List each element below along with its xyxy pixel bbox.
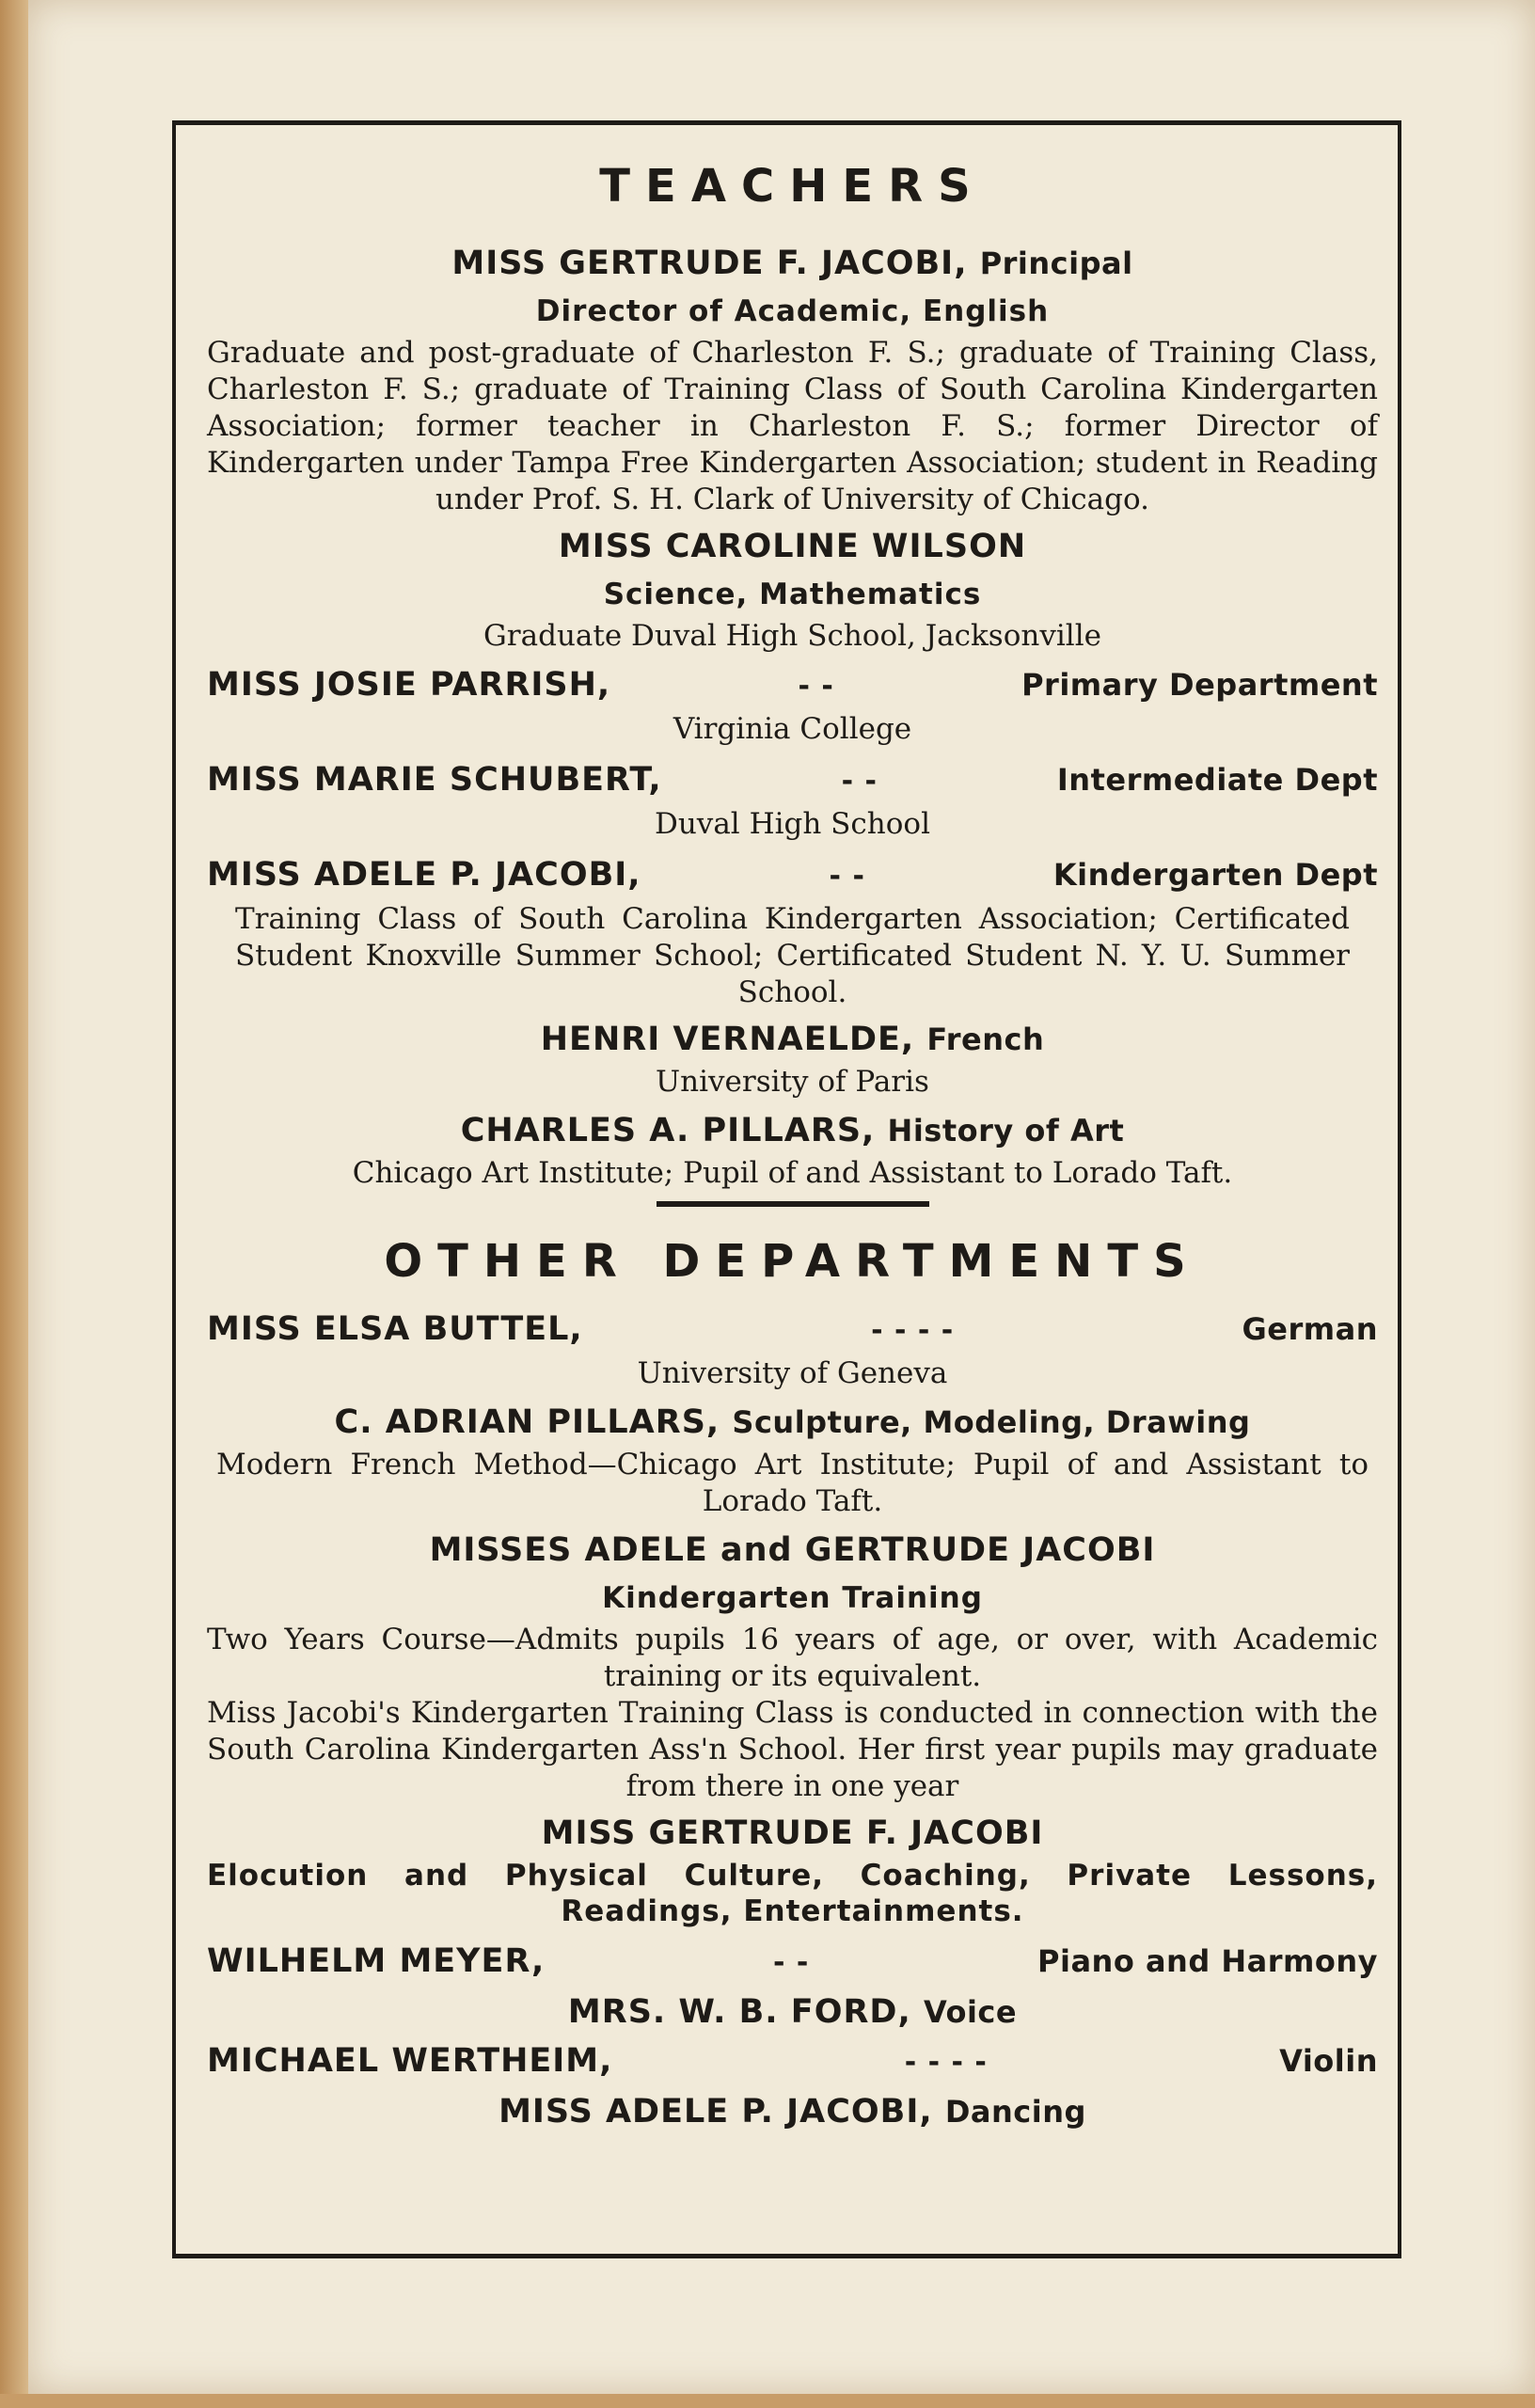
teacher-entry-description: Graduate Duval High School, Jacksonville <box>483 619 1101 653</box>
teacher-entry-name: MISS CAROLINE WILSON <box>558 528 1027 565</box>
teacher-entry-description: Duval High School <box>654 807 930 841</box>
page-bottom-edge <box>0 2394 1535 2408</box>
department-entry-row: MICHAEL WERTHEIM, - - - - Violin <box>207 2042 1378 2080</box>
department-entry-name: C. ADRIAN PILLARS, Sculpture, Modeling, Drawing <box>334 1403 1251 1441</box>
teacher-entry-subject: Science, Mathematics <box>603 578 982 611</box>
teacher-entry-row: MISS ADELE P. JACOBI, - - Kindergarten Dept <box>207 856 1378 894</box>
department-entry-description: Modern French Method—Chicago Art Institute; Pupil of and Assistant to Lorado Taft. <box>216 1448 1369 1518</box>
department-entry-row: MISS ELSA BUTTEL, - - - - German <box>207 1310 1378 1348</box>
department-entry-description: Miss Jacobi's Kindergarten Training Class is conducted in connection with the South Carolina Kindergarten Ass'n School. Her first year pupils may graduate from there in one year <box>207 1696 1378 1803</box>
teacher-entry-description: Training Class of South Carolina Kindergarten Association; Certificated Student Knoxville Summer School; Certificated Student N. Y. U. Summer School. <box>235 902 1350 1009</box>
page-edge <box>0 0 28 2408</box>
other-departments-heading: OTHER DEPARTMENTS <box>384 1235 1201 1288</box>
teacher-entry-row: MISS JOSIE PARRISH, - - Primary Department <box>207 666 1378 704</box>
department-entry-row: WILHELM MEYER, - - Piano and Harmony <box>207 1942 1378 1980</box>
department-entry-description: Two Years Course—Admits pupils 16 years of age, or over, with Academic training or its equivalent. <box>207 1623 1378 1693</box>
teacher-entry-row: MISS MARIE SCHUBERT, - - Intermediate Dept <box>207 761 1378 799</box>
department-entry-subject: Kindergarten Training <box>602 1581 983 1615</box>
department-entry-name: MISS ADELE P. JACOBI, Dancing <box>498 2093 1086 2131</box>
teacher-entry-description: Chicago Art Institute; Pupil of and Assistant to Lorado Taft. <box>352 1156 1233 1190</box>
content <box>207 160 1378 2136</box>
department-entry-subject: Elocution and Physical Culture, Coaching, Private Lessons, Readings, Entertainments. <box>207 1859 1378 1928</box>
department-entry-description: University of Geneva <box>637 1356 948 1390</box>
department-entry-name: MISSES ADELE and GERTRUDE JACOBI <box>429 1531 1156 1569</box>
teacher-entry-description: University of Paris <box>656 1065 929 1099</box>
teacher-entry-name: CHARLES A. PILLARS, History of Art <box>460 1112 1125 1149</box>
teacher-entry-description: Virginia College <box>673 712 912 746</box>
section-divider <box>657 1201 929 1207</box>
teachers-heading: TEACHERS <box>599 160 986 213</box>
teacher-entry-subject: Director of Academic, English <box>535 294 1050 328</box>
department-entry-name: MISS GERTRUDE F. JACOBI <box>541 1814 1044 1852</box>
teacher-entry-name: MISS GERTRUDE F. JACOBI, Principal <box>451 245 1133 282</box>
teacher-entry-description: Graduate and post-graduate of Charleston F. S.; graduate of Training Class, Charleston F. S.; graduate of Training Class of South Carolina Kindergarten Association; former teacher in Charleston F. S.; former Director of Kindergarten under Tampa Free Kindergarten Association; student in Reading under Prof. S. H. Clark of University of Chicago. <box>207 336 1378 516</box>
teacher-entry-name: HENRI VERNAELDE, French <box>540 1021 1045 1058</box>
department-entry-name: MRS. W. B. FORD, Voice <box>567 1993 1018 2031</box>
